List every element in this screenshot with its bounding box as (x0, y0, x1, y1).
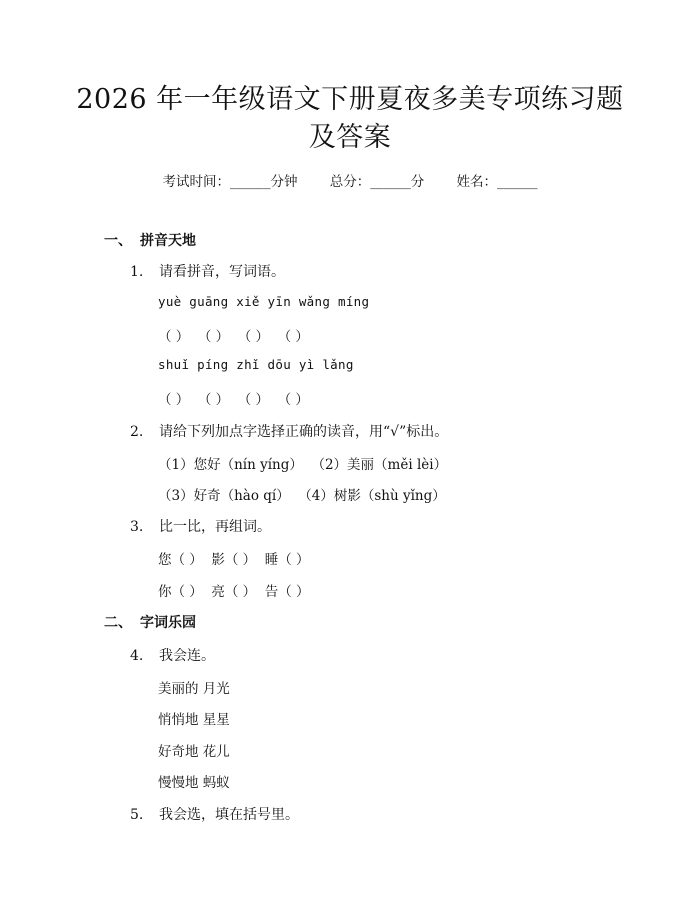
section-label: 拼音天地 (140, 233, 196, 249)
question-4 (130, 645, 215, 665)
document-title-line1: 2026 年一年级语文下册夏夜多美专项练习题 (76, 84, 624, 115)
section-number: 一、 (104, 233, 132, 249)
question-number: 5. (130, 807, 144, 823)
document-title-line2: 及答案 (308, 122, 392, 153)
question-number: 4. (130, 648, 144, 664)
pinyin-row-2: shuǐ píng zhǐ dōu yì lǎng (158, 357, 354, 372)
question-text: 比一比，再组词。 (159, 519, 271, 535)
question-text: 我会选，填在括号里。 (159, 807, 299, 823)
question-text: 我会连。 (159, 648, 215, 664)
exam-meta (0, 170, 700, 190)
question-text: 请给下列加点字选择正确的读音，用“√”标出。 (159, 424, 449, 440)
section-label: 字词乐园 (140, 615, 196, 631)
question-number: 3. (130, 519, 144, 535)
student-name: 姓名：______ (456, 174, 538, 190)
question-number: 2. (130, 424, 144, 440)
match-row-3: 好奇地 花儿 (158, 744, 230, 760)
match-row-4: 慢慢地 蚂蚁 (158, 775, 230, 791)
section-heading-2 (104, 612, 196, 632)
pinyin-row-1: yuè guāng xiě yīn wǎng míng (158, 294, 370, 309)
match-row-1: 美丽的 月光 (158, 681, 230, 697)
reading-choice-row-2: （3）好奇（hào qí） （4）树影（shù yǐng） (158, 488, 446, 504)
answer-blanks-row-2: （ ） （ ） （ ） （ ） (158, 392, 309, 408)
compare-row-1: 您（ ） 影（ ） 睡（ ） (158, 552, 310, 568)
question-text: 请看拼音，写词语。 (159, 264, 285, 280)
question-3 (130, 516, 271, 536)
answer-blanks-row-1: （ ） （ ） （ ） （ ） (158, 329, 309, 345)
section-heading-1 (104, 230, 196, 250)
question-2 (130, 421, 448, 441)
section-number: 二、 (104, 615, 132, 631)
question-1 (130, 261, 285, 281)
exam-time: 考试时间：______分钟 (162, 174, 298, 190)
total-score: 总分：______分 (329, 174, 425, 190)
reading-choice-row-1: （1）您好（nín yíng） （2）美丽（měi lèi） (158, 457, 448, 473)
question-number: 1. (130, 264, 144, 280)
question-5 (130, 804, 299, 824)
compare-row-2: 你（ ） 亮（ ） 告（ ） (158, 584, 310, 600)
match-row-2: 悄悄地 星星 (158, 712, 230, 728)
